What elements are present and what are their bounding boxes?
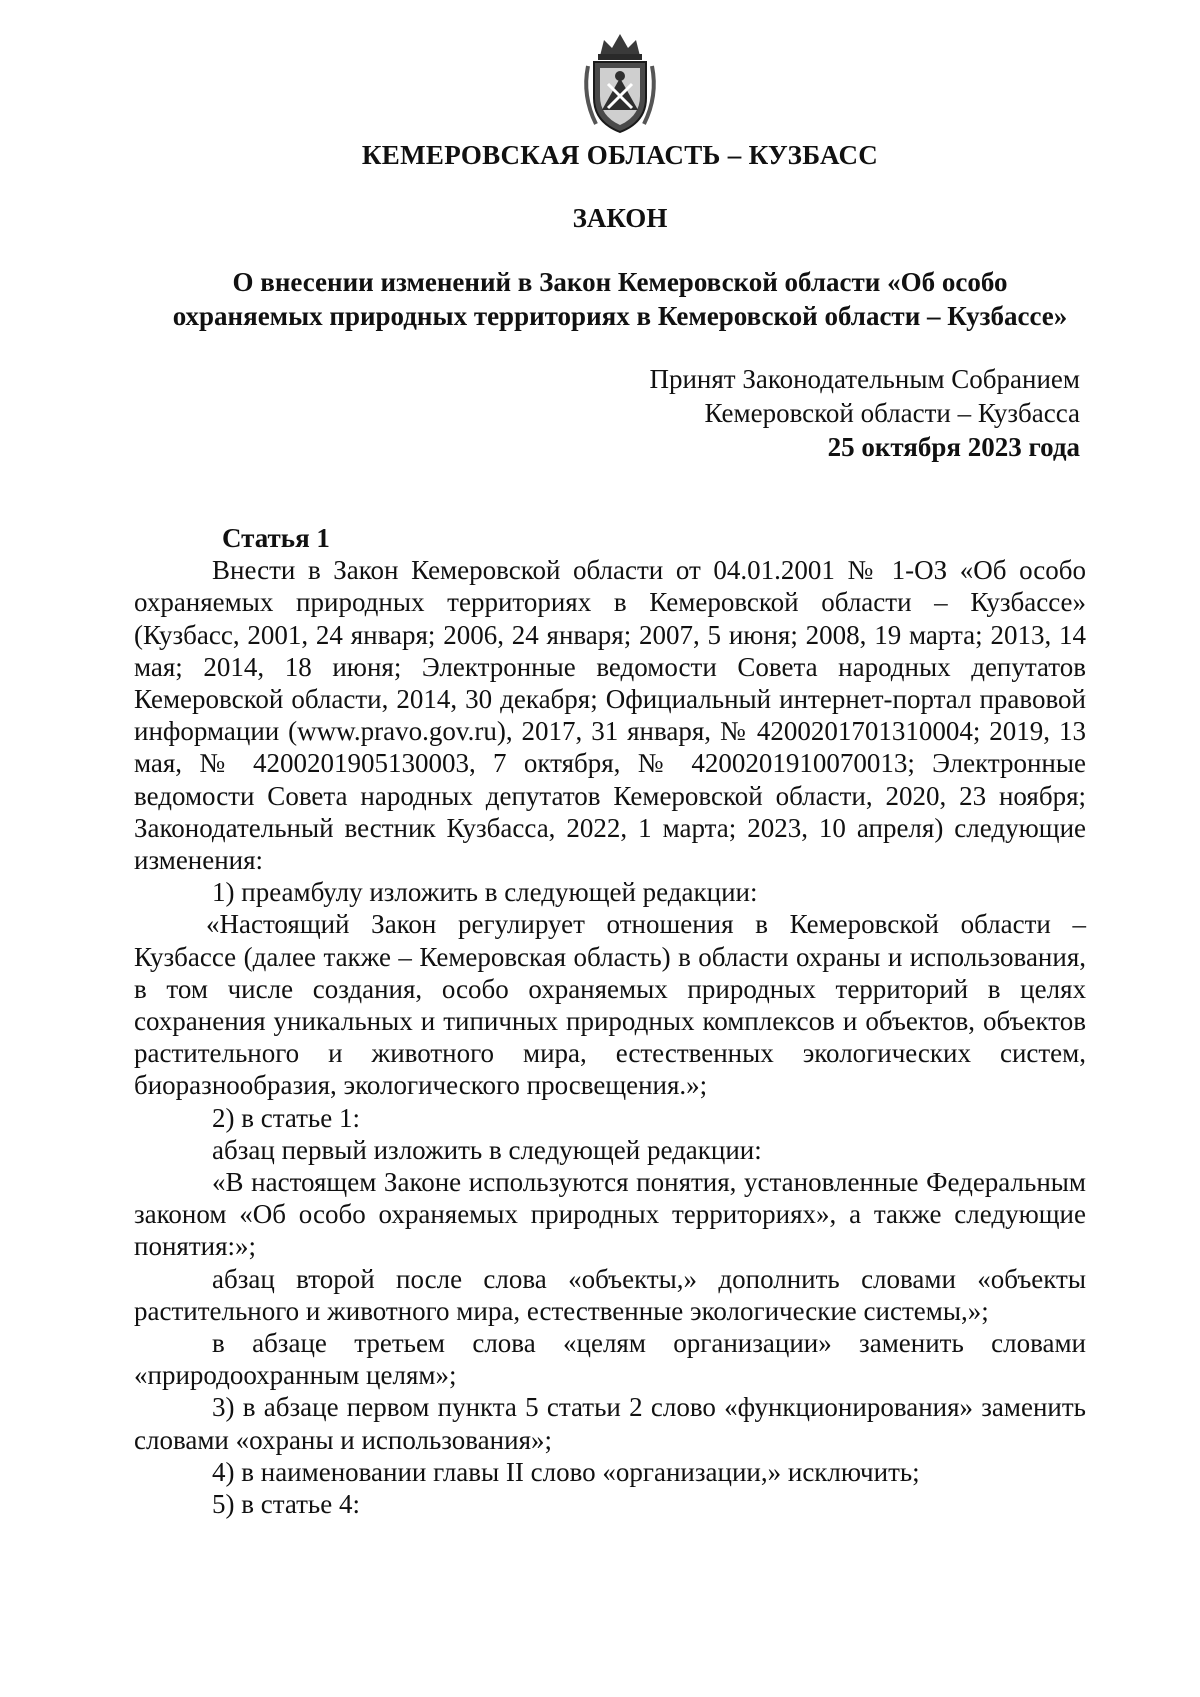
paragraph: в абзаце третьем слова «целям организации» заменить словами «природоохранным целям»; [134,1328,1086,1391]
adoption-date: 25 октября 2023 года [827,432,1080,462]
article-intro: Внести в Закон Кемеровской области от 04.01.2001 № 1-ОЗ «Об особо охраняемых природных территориях в Кемеровской области – Кузбассе» (Кузбасс, 2001, 24 января; 2006, 24 января; 2007, 5 июня; 2008, 19 марта; 2013, 14 мая; 2014, 18 июня; Электронные ведомости Совета народных депутатов Кемеровской области, 2014, 30 декабря; Официальный интернет-портал правовой информации (www.pravo.gov.ru), 2017, 31 января, № 4200201701310004; 2019, 13 мая, № 4200201905130003, 7 октября, № 4200201910070013; Электронные ведомости Совета народных депутатов Кемеровской области, 2020, 23 ноября; Законодательный вестник Кузбасса, 2022, 1 марта; 2023, 10 апреля) следующие изменения: [134,555,1086,876]
article-body [134,522,1086,1520]
document-type: ЗАКОН [572,203,668,233]
list-item: 4) в наименовании главы II слово «организации,» исключить; [212,1456,920,1487]
law-title-line: охраняемых природных территориях в Кемеровской области – Кузбассе» [172,301,1068,331]
paragraph: «Настоящий Закон регулирует отношения в Кемеровской области – Кузбассе (далее также – Кемеровская область) в области охраны и использования, в том числе создания, особо охраняемых природных территорий в целях сохранения уникальных и типичных природных комплексов и объектов, объектов растительного и животного мира, естественных экологических систем, биоразнообразия, экологического просвещения.»; [134,909,1086,1101]
region-title: КЕМЕРОВСКАЯ ОБЛАСТЬ – КУЗБАСС [361,140,879,170]
law-title [150,265,1090,333]
adoption-line: Кемеровской области – Кузбасса [704,398,1080,428]
list-item: 5) в статье 4: [212,1489,360,1520]
list-item: 2) в статье 1: [212,1102,360,1133]
adoption-block [649,362,1080,464]
paragraph: «В настоящем Законе используются понятия, установленные Федеральным законом «Об особо охраняемых природных территориях», а также следующие понятия:»; [134,1167,1086,1262]
list-item: 1) преамбулу изложить в следующей редакции: [212,877,758,908]
paragraph: абзац первый изложить в следующей редакции: [212,1134,762,1165]
paragraph: абзац второй после слова «объекты,» дополнить словами «объекты растительного и животного мира, естественные экологические системы,»; [134,1263,1086,1326]
coat-of-arms-icon [578,26,662,138]
law-title-line: О внесении изменений в Закон Кемеровской области «Об особо [232,267,1008,297]
article-heading: Статья 1 [222,523,330,553]
list-item: 3) в абзаце первом пункта 5 статьи 2 слово «функционирования» заменить словами «охраны и использования»; [134,1392,1086,1455]
adoption-line: Принят Законодательным Собранием [649,364,1080,394]
